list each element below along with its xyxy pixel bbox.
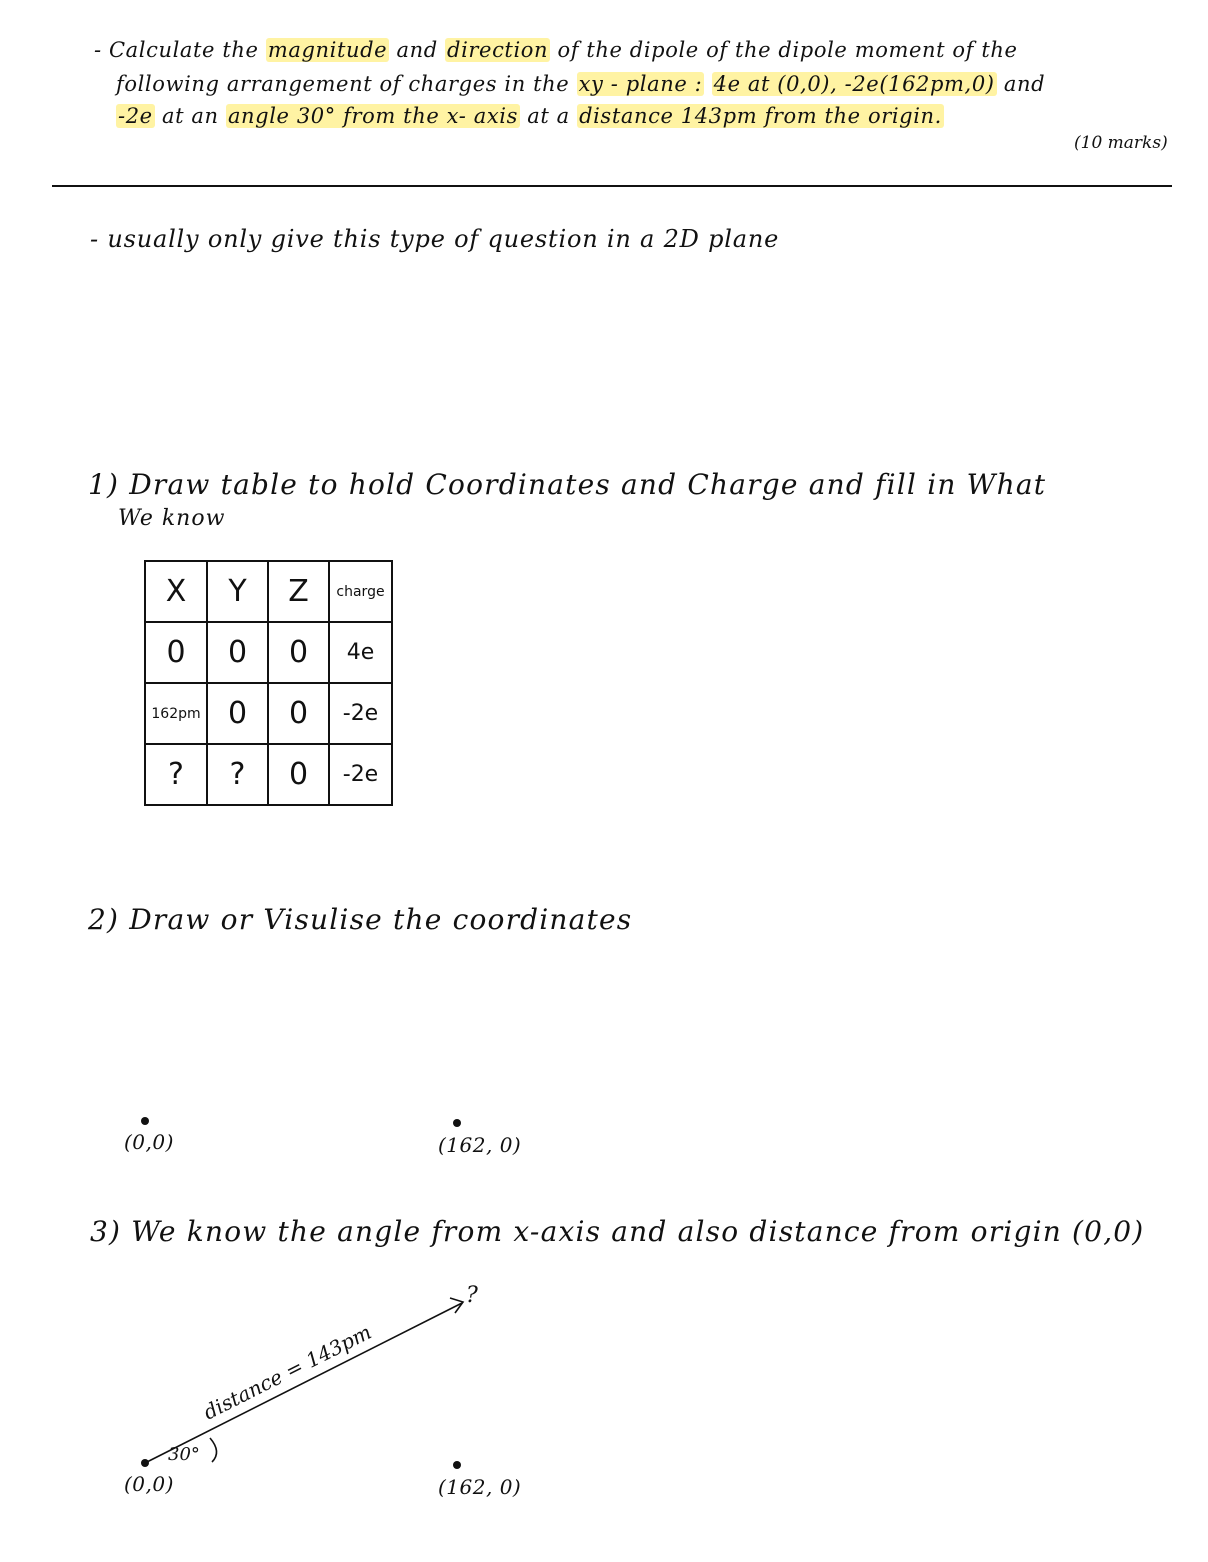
origin-point-dot [141, 1459, 149, 1467]
note-text: - usually only give this type of question in a 2D plane [90, 225, 780, 253]
unknown-point-label: ? [466, 1283, 478, 1308]
table-cell: ? [207, 744, 268, 805]
table-cell: -2e [329, 744, 392, 805]
question-text: at a [527, 104, 570, 128]
origin-point-label: (0,0) [124, 1472, 174, 1496]
highlight-distance: distance 143pm from the origin. [579, 104, 942, 128]
origin-point-label: (0,0) [124, 1130, 174, 1154]
table-cell: ? [145, 744, 207, 805]
angle-label: 30° [168, 1444, 200, 1465]
table-cell: 0 [268, 622, 329, 683]
second-charge-label: (162, 0) [438, 1475, 522, 1499]
question-text: at an [161, 104, 219, 128]
question-text: and [1003, 72, 1046, 96]
table-header-cell: charge [329, 561, 392, 622]
step2-title: 2) Draw or Visulise the coordinates [88, 903, 633, 936]
highlight-direction: direction [447, 38, 549, 62]
table-cell: 162pm [145, 683, 207, 744]
second-charge-dot [453, 1461, 461, 1469]
table-cell: 0 [207, 622, 268, 683]
table-header-cell: X [145, 561, 207, 622]
table-cell: 0 [145, 622, 207, 683]
table-cell: 0 [207, 683, 268, 744]
table-cell: 0 [268, 744, 329, 805]
highlight-charges: 4e at (0,0), -2e(162pm,0) [713, 72, 995, 96]
table-header-cell: Z [268, 561, 329, 622]
highlight-angle: angle 30° from the x- axis [227, 104, 518, 128]
step3-title: 3) We know the angle from x-axis and also distance from origin (0,0) [90, 1215, 1145, 1248]
angle-arc [210, 1438, 217, 1462]
highlight-third-charge: -2e [118, 104, 153, 128]
marks-label: (10 marks) [1074, 133, 1168, 153]
second-charge-label: (162, 0) [438, 1133, 522, 1157]
question-text: following arrangement of charges in the [116, 72, 570, 96]
table-cell: 4e [329, 622, 392, 683]
table-cell: -2e [329, 683, 392, 744]
highlight-xy-plane: xy - plane : [578, 72, 703, 96]
step1-title-continued: We know [118, 506, 226, 531]
question-text: Calculate the [108, 38, 259, 62]
highlight-magnitude: magnitude [267, 38, 388, 62]
table-cell: 0 [268, 683, 329, 744]
table-header-cell: Y [207, 561, 268, 622]
distance-label: distance = 143pm [199, 1319, 376, 1425]
question-text: and [396, 38, 438, 62]
distance-vector-line [145, 1303, 462, 1463]
step1-title: 1) Draw table to hold Coordinates and Charge and fill in What [88, 468, 1047, 501]
question-dash: - [94, 38, 102, 62]
question-text: of the dipole of the dipole moment of the [557, 38, 1018, 62]
